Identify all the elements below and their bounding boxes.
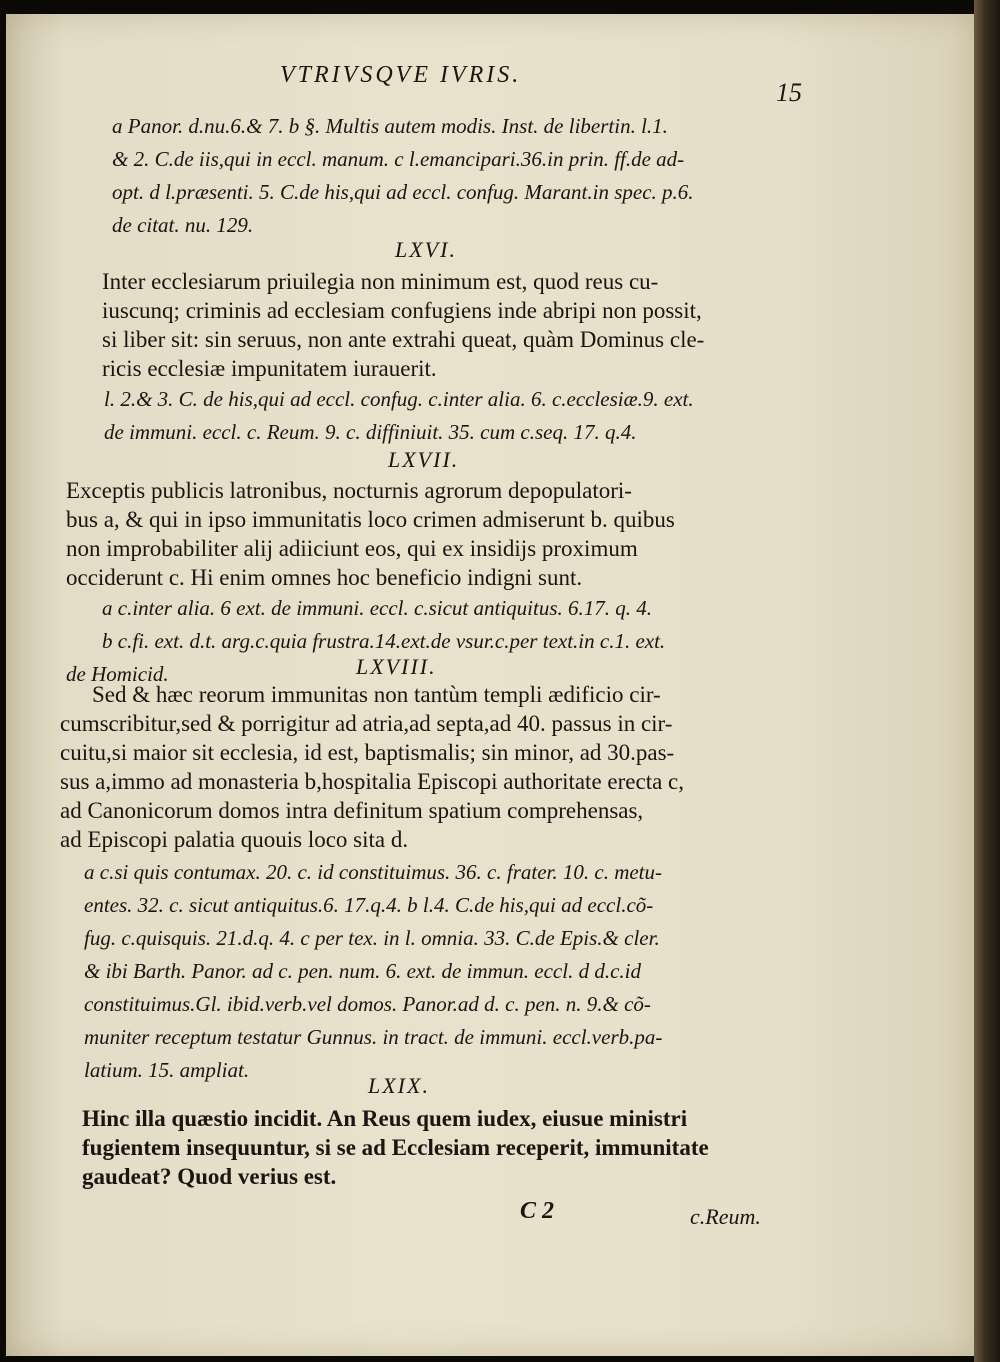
text-line: Exceptis publicis latronibus, nocturnis agrorum depopulatori- [66, 478, 632, 503]
text-line: si liber sit: sin seruus, non ante extrahi queat, quàm Dominus cle- [102, 327, 705, 352]
section-66-notes [104, 383, 804, 449]
section-67-text [66, 476, 796, 592]
section-number-69: LXIX. [368, 1073, 430, 1098]
note-line: a c.si quis contumax. 20. c. id constituimus. 36. c. frater. 10. c. metu- [84, 860, 663, 884]
text-line: bus a, & qui in ipso immunitatis loco crimen admiserunt b. quibus [66, 507, 675, 532]
note-line: constituimus.Gl. ibid.verb.vel domos. Panor.ad d. c. pen. n. 9.& cõ- [84, 992, 651, 1016]
section-68-notes [84, 856, 804, 1087]
note-line: entes. 32. c. sicut antiquitus.6. 17.q.4. b l.4. C.de his,qui ad eccl.cõ- [84, 893, 654, 917]
footnote-line: a Panor. d.nu.6.& 7. b §. Multis autem modis. Inst. de libertin. l.1. [112, 114, 668, 138]
note-line: a c.inter alia. 6 ext. de immuni. eccl. c.sicut antiquitus. 6.17. q. 4. [102, 596, 652, 620]
footnote-line: & 2. C.de iis,qui in eccl. manum. c l.emancipari.36.in prin. ff.de ad- [112, 147, 685, 171]
section-number-66: LXVI. [395, 237, 457, 262]
text-line: occiderunt c. Hi enim omnes hoc beneficio indigni sunt. [66, 565, 583, 590]
text-line: ad Canonicorum domos intra definitum spatium comprehensas, [60, 798, 644, 823]
note-line: & ibi Barth. Panor. ad c. pen. num. 6. ext. de immun. eccl. d d.c.id [84, 959, 641, 983]
text-line: Sed & hæc reorum immunitas non tantùm templi ædificio cir- [92, 682, 661, 707]
note-line: latium. 15. ampliat. [84, 1058, 250, 1082]
note-line: de immuni. eccl. c. Reum. 9. c. diffiniuit. 35. cum c.seq. 17. q.4. [104, 420, 637, 444]
note-line: muniter receptum testatur Gunnus. in tract. de immuni. eccl.verb.pa- [84, 1025, 663, 1049]
text-line: ricis ecclesiæ impunitatem iurauerit. [102, 356, 437, 381]
footnote-line: de citat. nu. 129. [112, 213, 254, 237]
text-line: sus a,immo ad monasteria b,hospitalia Episcopi authoritate erecta c, [60, 769, 684, 794]
page-number: 15 [776, 78, 802, 107]
text-line: Hinc illa quæstio incidit. An Reus quem iudex, eiusue ministri [82, 1106, 688, 1131]
text-line: iuscunq; criminis ad ecclesiam confugiens inde abripi non possit, [102, 298, 702, 323]
signature-mark: C 2 [520, 1198, 555, 1224]
note-line: de Homicid. [66, 662, 169, 686]
text-line: ad Episcopi palatia quouis loco sita d. [60, 827, 409, 852]
note-line: b c.fi. ext. d.t. arg.c.quia frustra.14.ext.de vsur.c.per text.in c.1. ext. [102, 629, 666, 653]
text-line: cuitu,si maior sit ecclesia, id est, baptismalis; sin minor, ad 30.pas- [60, 740, 675, 765]
section-number-68: LXVIII. [356, 654, 437, 679]
footnote-line: opt. d l.præsenti. 5. C.de his,qui ad eccl. confug. Marant.in spec. p.6. [112, 180, 694, 204]
text-line: gaudeat? Quod verius est. [82, 1164, 337, 1189]
note-line: fug. c.quisquis. 21.d.q. 4. c per tex. in l. omnia. 33. C.de Epis.& cler. [84, 926, 660, 950]
catchword: c.Reum. [690, 1204, 761, 1229]
running-title: VTRIVSQVE IVRIS. [280, 62, 522, 88]
note-line: l. 2.& 3. C. de his,qui ad eccl. confug. c.inter alia. 6. c.ecclesiæ.9. ext. [104, 387, 694, 411]
text-line: fugientem insequuntur, si se ad Ecclesiam receperit, immunitate [82, 1135, 709, 1160]
section-68-text [60, 680, 790, 854]
section-69-text [82, 1104, 802, 1191]
text-line: non improbabiliter alij adiiciunt eos, qui ex insidijs proximum [66, 536, 638, 561]
page-edge [974, 0, 1000, 1362]
section-66-text [102, 267, 802, 383]
section-number-67: LXVII. [388, 447, 460, 472]
text-line: cumscribitur,sed & porrigitur ad atria,ad septa,ad 40. passus in cir- [60, 711, 673, 736]
footnotes-top [112, 110, 812, 242]
text-line: Inter ecclesiarum priuilegia non minimum est, quod reus cu- [102, 269, 659, 294]
